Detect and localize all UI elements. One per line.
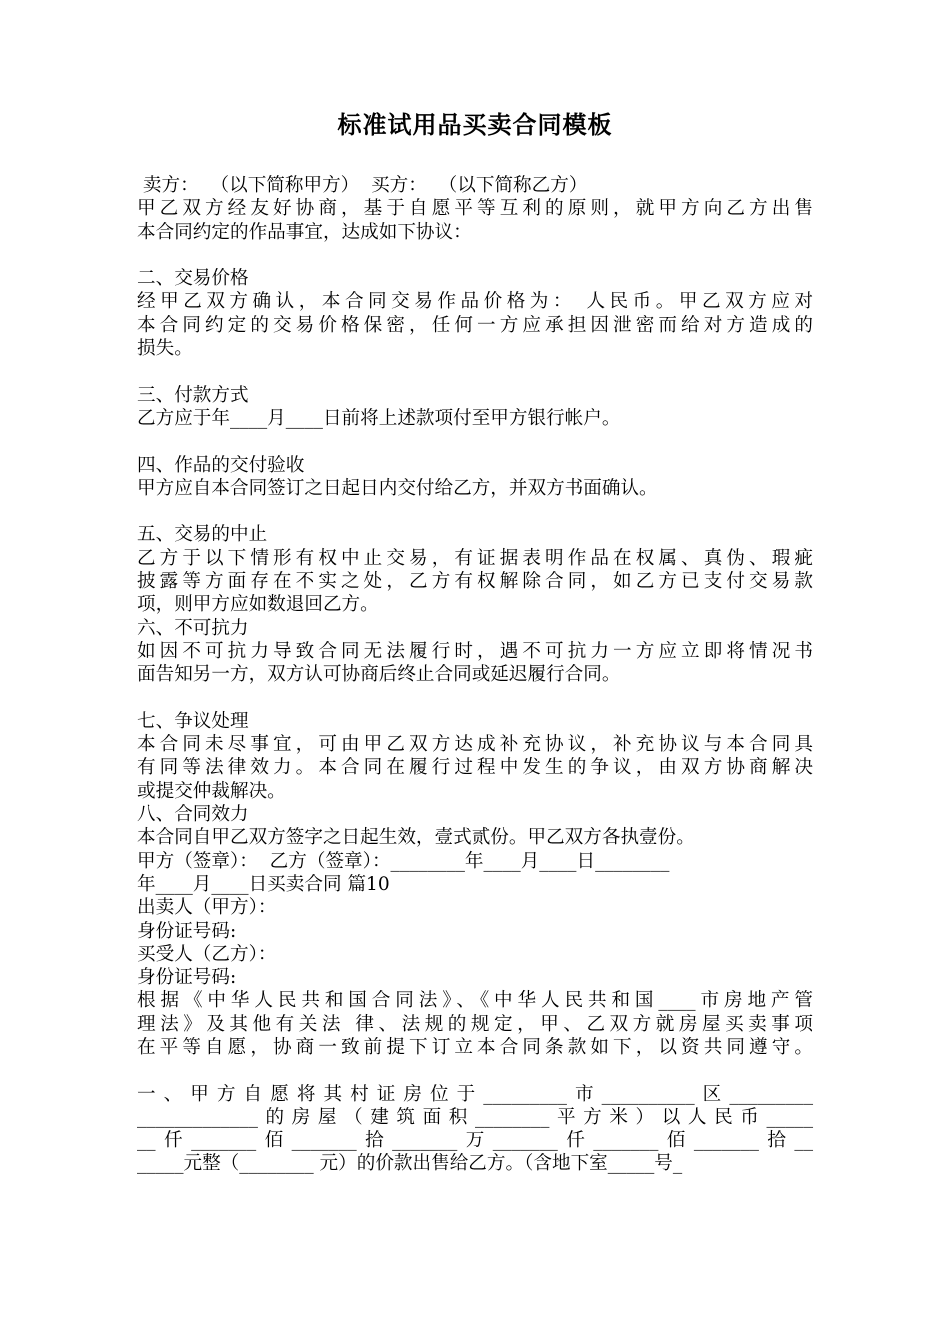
text-line: 五、交易的中止	[137, 524, 268, 546]
text-line: 项，则甲方应如数退回乙方。	[137, 594, 379, 616]
text-line: 六、不可抗力	[137, 617, 249, 639]
text-line: 出卖人（甲方）：	[137, 897, 277, 919]
text-line: 乙方应于年____月____日前将上述款项付至甲方银行帐户。	[137, 407, 621, 429]
text-line: 买受人（乙方）：	[137, 943, 277, 965]
text-line: 卖方： （以下简称甲方） 买方： （以下简称乙方）	[137, 175, 588, 196]
text-line: 披露等方面存在不实之处，乙方有权解除合同，如乙方已支付交易款	[137, 571, 813, 593]
document-title: 标准试用品买卖合同模板	[337, 110, 613, 139]
text-line: 在平等自愿，协商一致前提下订立本合同条款如下，以资共同遵守。	[137, 1036, 813, 1058]
text-line: 身份证号码:	[137, 967, 237, 989]
text-line: 甲乙双方经友好协商，基于自愿平等互利的原则，就甲方向乙方出售	[137, 198, 813, 220]
text-line: 四、作品的交付验收	[137, 454, 305, 476]
text-line: 身份证号码:	[137, 920, 237, 942]
blank-line	[137, 1059, 813, 1082]
text-line: 或提交仲裁解决。	[137, 780, 286, 802]
text-line: 乙方于以下情形有权中止交易，有证据表明作品在权属、真伪、瑕疵	[137, 547, 813, 569]
blank-line	[137, 430, 813, 453]
blank-line	[137, 500, 813, 523]
text-line: 七、争议处理	[137, 710, 249, 732]
text-line: 本合同约定的作品事宜，达成如下协议：	[137, 221, 472, 243]
text-line: 面告知另一方，双方认可协商后终止合同或延迟履行合同。	[137, 664, 621, 686]
blank-line	[137, 687, 813, 710]
text-line: 理法》及其他有关法 律、法规的规定，甲、乙双方就房屋买卖事项	[137, 1013, 813, 1035]
text-line: 甲方（签章）： 乙方（签章）：________年____月____日________	[137, 850, 670, 872]
text-line: 三、付款方式	[137, 384, 249, 406]
text-line: _____元整（________ 元）的价款出售给乙方。（含地下室_____号_	[137, 1153, 683, 1175]
text-line: 损失。	[137, 338, 193, 360]
text-line: 本合同未尽事宜，可由甲乙双方达成补充协议，补充协议与本合同具	[137, 734, 813, 756]
text-line: 二、交易价格	[137, 268, 249, 290]
blank-line	[137, 244, 813, 267]
blank-line	[137, 360, 813, 383]
document-body	[137, 174, 813, 1176]
text-line: __仟_______佰_______拾_______万_______仟_______佰_______拾__	[137, 1130, 813, 1152]
text-line: 如因不可抗力导致合同无法履行时，遇不可抗力一方应立即将情况书	[137, 640, 813, 662]
text-line: 有同等法律效力。本合同在履行过程中发生的争议，由双方协商解决	[137, 757, 813, 779]
text-line: 年____月____日买卖合同 篇10	[137, 873, 390, 895]
text-line: 经甲乙双方确认，本合同交易作品价格为： 人民币。甲乙双方应对	[137, 291, 813, 313]
text-line: 八、合同效力	[137, 804, 249, 826]
text-line: _____________的房屋（建筑面积________平方米）以人民币_____	[137, 1106, 813, 1128]
text-line: 本合同约定的交易价格保密，任何一方应承担因泄密而给对方造成的	[137, 314, 813, 336]
text-line: 根据《中华人民共和国合同法》、《中华人民共和国____市房地产管	[137, 990, 813, 1012]
text-line: 一、甲方自愿将其村证房位于_________市__________区_________	[137, 1083, 813, 1105]
text-line: 本合同自甲乙双方签字之日起生效，壹式贰份。甲乙双方各执壹份。	[137, 827, 695, 849]
text-line: 甲方应自本合同签订之日起日内交付给乙方，并双方书面确认。	[137, 477, 658, 499]
